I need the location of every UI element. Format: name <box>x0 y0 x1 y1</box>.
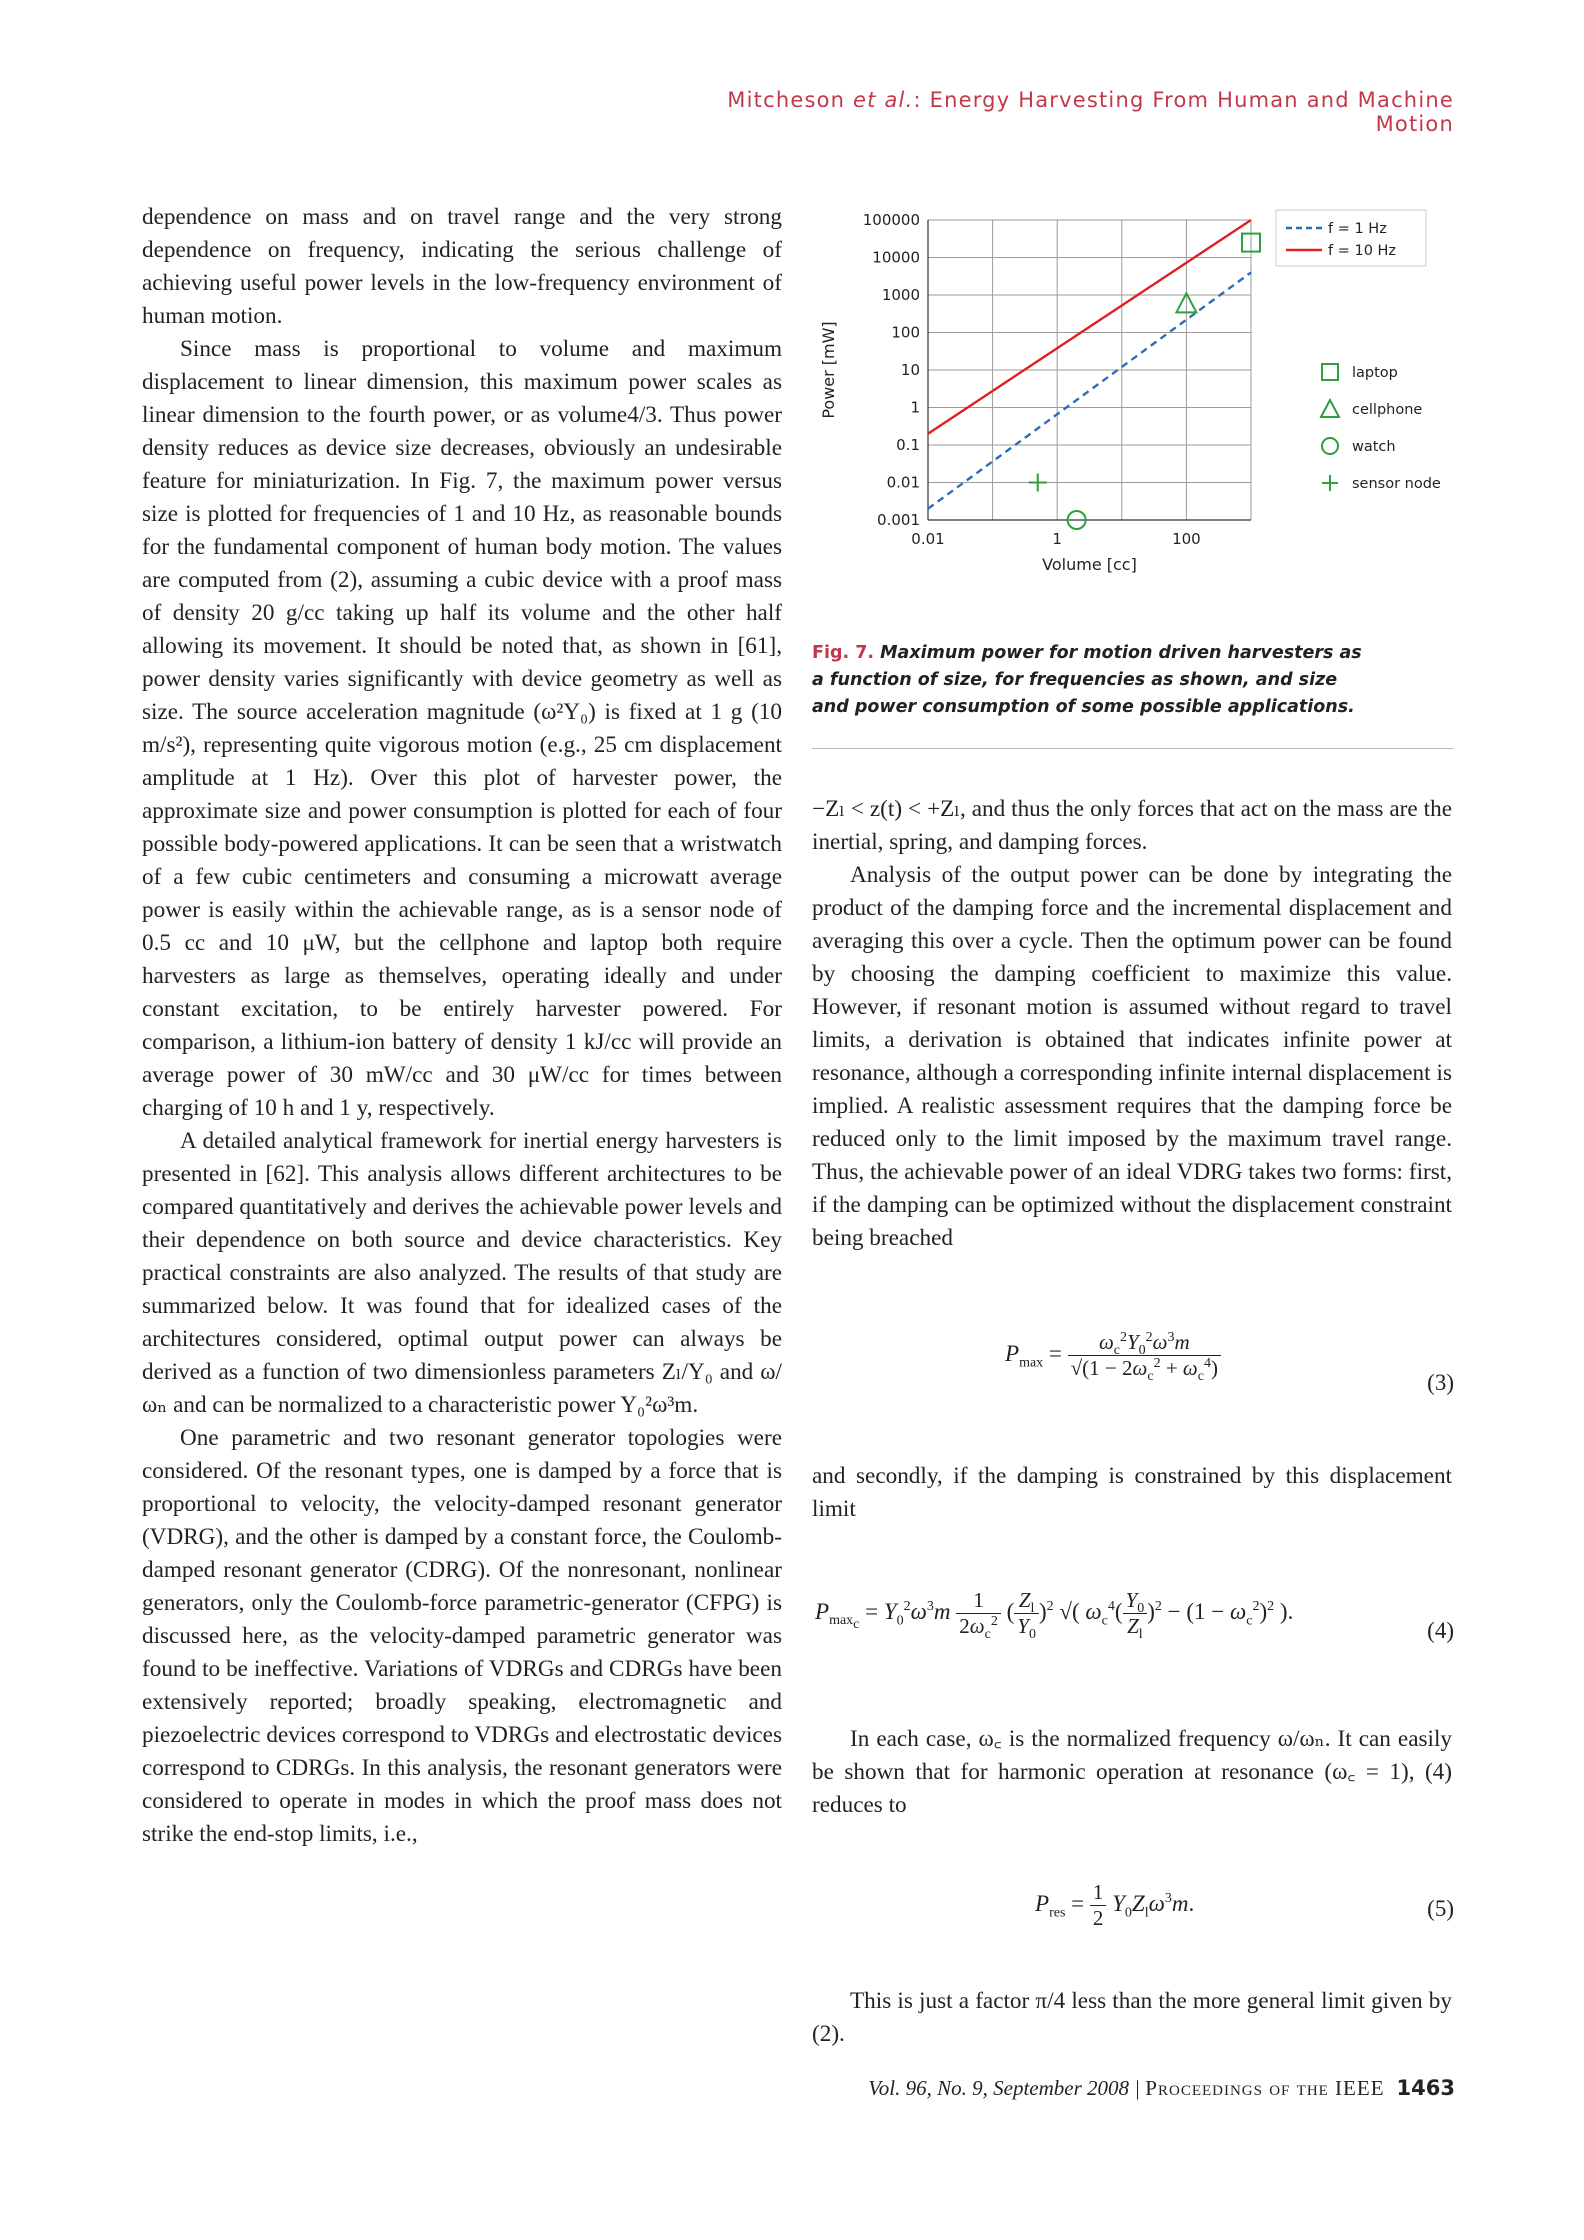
divider <box>812 748 1454 749</box>
legend-label: sensor node <box>1352 476 1441 492</box>
x-tick-label: 100 <box>1172 530 1201 548</box>
series-line-f10hz <box>928 220 1251 434</box>
legend-label: f = 1 Hz <box>1328 221 1387 237</box>
legend-marker <box>1322 364 1338 380</box>
y-tick-label: 1 <box>910 398 920 417</box>
right-column-middle <box>812 1460 1452 1526</box>
x-tick-label: 1 <box>1052 530 1062 548</box>
paragraph: This is just a factor π/4 less than the more general limit given by (2). <box>812 1988 1452 2047</box>
paragraph: Since mass is proportional to volume and maximum displacement to linear dimension, this maximum power scales as linear dimension to the fourth power, or as volume4/3. Thus power density reduces as device size decreases, obviously an undesirable feature for miniaturization. In Fig. 7, the maximum power versus size is plotted for frequencies of 1 and 10 Hz, as reasonable bounds for the fundamental component of human body motion. The values are computed from (2), assuming a cubic device with a proof mass of density 20 g/cc taking up half its volume and the other half allowing its movement. It should be noted that, as shown in [61], power density varies significantly with device geometry as well as size. The source acceleration magnitude (ω²Y₀) is fixed at 1 g (10 m/s²), representing quite vigorous motion (e.g., 25 cm displacement amplitude at 1 Hz). Over this plot of harvester power, the approximate size and power consumption is plotted for each of four possible body-powered applications. It can be seen that a wristwatch of a few cubic centimeters and consuming a microwatt average power is easily within the achievable range, as is a sensor node of 0.5 cc and 10 μW, but the cellphone and laptop both require harvesters as large as themselves, operating ideally and under constant excitation, to be entirely harvester powered. For comparison, a lithium-ion battery of density 1 kJ/cc will provide an average power of 30 mW/cc and 30 μW/cc for times between charging of 10 h and 1 y, respectively. <box>142 336 782 1121</box>
right-column-bottom <box>812 1985 1452 2051</box>
y-tick-label: 0.1 <box>896 436 920 454</box>
legend-marker <box>1321 400 1339 417</box>
paragraph: Analysis of the output power can be done by integrating the product of the damping force and the incremental displacement and averaging this over a cycle. Then the optimum power can be found by choosing the damping coefficient to maximize this value. However, if resonant motion is assumed without regard to travel limits, a derivation is obtained that indicates infinite power at resonance, although a corresponding infinite internal displacement is implied. A realistic assessment requires that the damping force be reduced only to the limit imposed by the maximum travel range. Thus, the achievable power of an ideal VDRG takes two forms: first, if the damping can be optimized without the displacement constraint being breached <box>812 862 1452 1251</box>
right-column-top <box>812 793 1452 1255</box>
legend-label: watch <box>1352 439 1396 455</box>
legend-label: cellphone <box>1352 402 1423 418</box>
paragraph: and secondly, if the damping is constrained by this displacement limit <box>812 1463 1452 1522</box>
y-tick-label: 100 <box>891 323 920 342</box>
legend-marker <box>1322 475 1338 491</box>
series-line-f1hz <box>928 272 1251 508</box>
paragraph: A detailed analytical framework for inertial energy harvesters is presented in [62]. This analysis allows different architectures to be compared quantitatively and derives the achievable power levels and their dependence on both source and device characteristics. Key practical constraints are also analyzed. The results of that study are summarized below. It was found that for idealized cases of the architectures considered, optimal output power can always be derived as a function of two dimensionless parameters Zₗ/Y₀ and ω/ωₙ and can be normalized to a characteristic power Y₀²ω³m. <box>142 1128 782 1418</box>
running-header: Mitcheson et al.: Energy Harvesting From Human and Machine Motion <box>727 88 1454 136</box>
legend-label: laptop <box>1352 365 1398 381</box>
y-tick-label: 1000 <box>881 286 920 304</box>
y-tick-label: 100000 <box>862 211 920 229</box>
equation-4: $P_{max_c} = Y_0^2\omega^3m$ $\frac{1}{2\omega_c^2}$ ( $\frac{Z_l}{Y_0}$ )$^2$ √( $\omega_c^4$( $\frac{Y_0}{Z_l}$ )$^2 - (1 - \omega_c^2)^2$ ). <box>815 1588 1294 1643</box>
legend-marker <box>1322 438 1338 454</box>
y-tick-label: 10000 <box>872 248 920 267</box>
x-tick-label: 0.01 <box>911 530 945 548</box>
left-column <box>142 201 782 1851</box>
paragraph: One parametric and two resonant generator topologies were considered. Of the resonant types, one is damped by a force that is proportional to velocity, the velocity-damped resonant generator (VDRG), and the other is damped by a constant force, the Coulomb-damped resonant generator (CDRG). Of the nonresonant, nonlinear generators, only the Coulomb-force parametric-generator (CFPG) is discussed here, as the velocity-damped parametric generator was found to be ineffective. Variations of VDRGs and CDRGs have been extensively reported; broadly speaking, electromagnetic and piezoelectric devices correspond to VDRGs and electrostatic devices correspond to CDRGs. In this analysis, the resonant generators were considered to operate in modes in which the proof mass does not strike the end-stop limits, i.e., <box>142 1425 782 1847</box>
y-tick-label: 0.001 <box>877 511 920 529</box>
equation-number: (4) <box>1427 1618 1454 1643</box>
equation-number: (3) <box>1427 1370 1454 1395</box>
y-axis-label: Power [mW] <box>819 321 838 419</box>
paragraph: −Zₗ < z(t) < +Zₗ, and thus the only forces that act on the mass are the inertial, spring, and damping forces. <box>812 796 1452 855</box>
figure-7-chart <box>806 200 1466 580</box>
x-axis-label: Volume [cc] <box>1042 555 1137 574</box>
app-marker-sensor-node <box>1029 474 1047 492</box>
page-footer: Vol. 96, No. 9, September 2008 | Proceedings of the IEEE 1463 <box>868 2076 1455 2100</box>
figure-caption: Fig. 7. Maximum power for motion driven harvesters as a function of size, for frequencies as shown, and size and power consumption of some possible applications. <box>812 643 1362 717</box>
paragraph: dependence on mass and on travel range and the very strong dependence on frequency, indicating the serious challenge of achieving useful power levels in the low-frequency environment of human motion. <box>142 204 782 329</box>
paragraph: In each case, ω꜀ is the normalized frequency ω/ωₙ. It can easily be shown that for harmonic operation at resonance (ω꜀ = 1), (4) reduces to <box>812 1726 1452 1818</box>
equation-5: $P_{res}$ = $\frac{1}{2}$ $Y_0Z_l\omega^3m$. <box>1035 1880 1195 1930</box>
equation-number: (5) <box>1427 1896 1454 1921</box>
y-tick-label: 10 <box>900 361 920 379</box>
legend-label: f = 10 Hz <box>1328 243 1397 259</box>
equation-3: $P_{max}$ = $\frac{\omega_c^2Y_0^2\omega^3m}{√(1 - 2\omega_c^2 + \omega_c^4)}$ <box>1005 1330 1221 1381</box>
y-tick-label: 0.01 <box>886 473 920 492</box>
right-column-middle-2 <box>812 1723 1452 1822</box>
